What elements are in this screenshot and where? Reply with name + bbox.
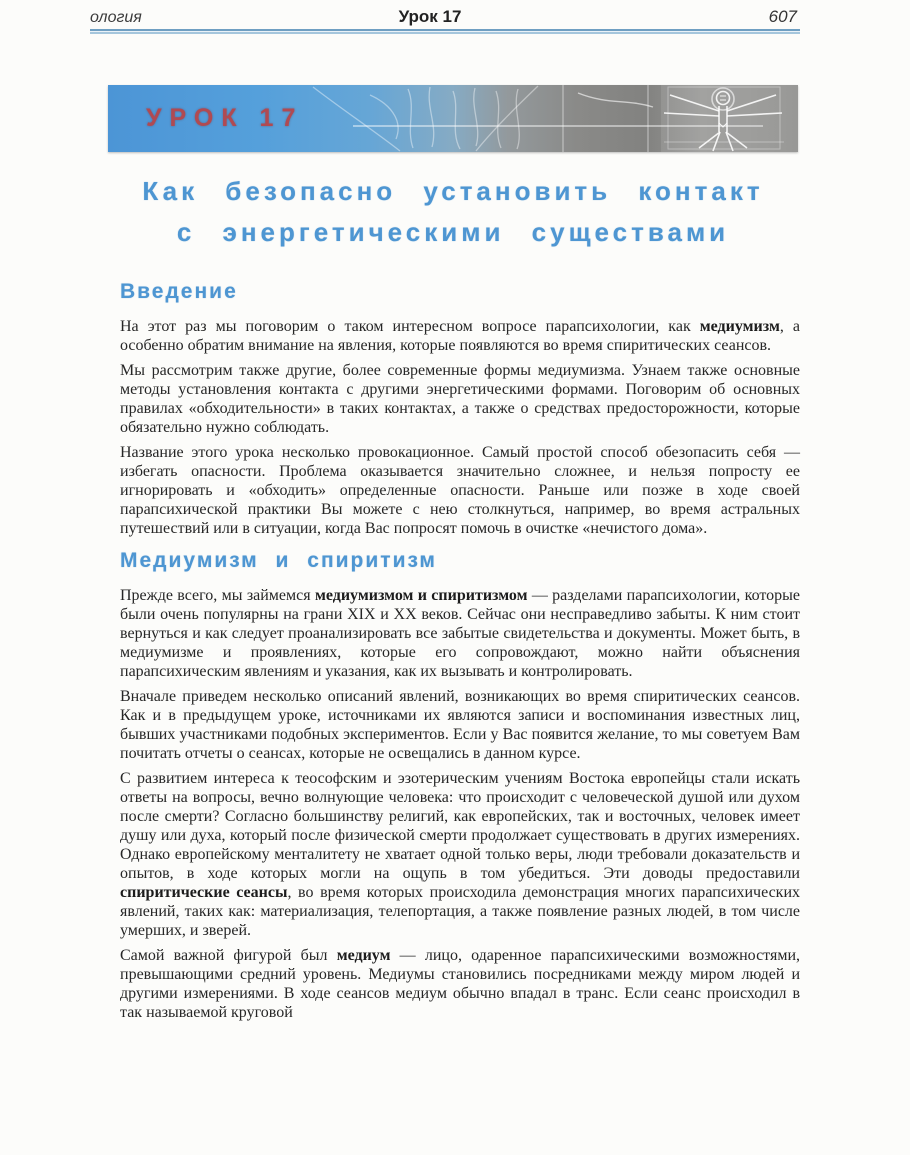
banner-lesson-number: УРОК 17 — [146, 103, 304, 132]
paragraph: Самой важной фигурой был медиум — лицо, одаренное парапсихическими возможностями, превышающими средний уровень. Медиумы становились посредниками между миром людей и другими измерениями. В ходе сеансов медиум обычно впадал в транс. Если сеанс происходил в так называемой круговой — [120, 947, 800, 1021]
header-lesson-label: Урок 17 — [398, 7, 462, 26]
content-sections — [120, 280, 800, 1028]
header-page-number: 607 — [768, 7, 797, 26]
paragraph: Вначале приведем несколько описаний явлений, возникающих во время спиритических сеансов. Как и в предыдущем уроке, источниками их являются записи и воспоминания известных лиц, бывших участниками подобных экспериментов. Если у Вас появится желание, то мы советуем Вам почитать отчеты о сеансах, которые не освещались в данном курсе. — [120, 688, 800, 762]
paragraph: С развитием интереса к теософским и эзотерическим учениям Востока европейцы стали искать ответы на вопросы, вечно волнующие человека: что происходит с человеческой душой или духом после смерти? Согласно большинству религий, как европейских, так и восточных, человек имеет душу или духа, который после физической смерти продолжает существовать в других измерениях. Однако европейскому менталитету не хватает одной только веры, люди требовали доказательств и опытов, в ходе которых могли на ощупь в том убедиться. Эти доводы предоставили спиритические сеансы, во время которых происходила демонстрация многих парапсихических явлений, таких как: материализация, телепортация, а также появление разных людей, в том числе умерших, и зверей. — [120, 770, 801, 939]
section-heading: Медиумизм и спиритизм — [120, 549, 437, 572]
header-chapter-fragment: ология — [90, 9, 142, 26]
lesson-title-line1: Как безопасно установить контакт — [142, 176, 764, 206]
paragraph: Мы рассмотрим также другие, более современные формы медиумизма. Узнаем также основные методы установления контакта с другими энергетическими формами. Поговорим об основных правилах «обходительности» в таких контактах, а также о средствах предосторожности, которые обязательно нужно соблюдать. — [120, 362, 800, 436]
section-heading: Введение — [120, 280, 238, 303]
section — [120, 549, 800, 1022]
lesson-title-line2: с энергетическими существами — [176, 217, 730, 247]
paragraph: Прежде всего, мы займемся медиумизмом и спиритизмом — разделами парапсихологии, которые были очень популярны на грани XIX и XX веков. Сейчас они несправедливо забыты. К ним стоит вернуться и как следует проанализировать все забытые свидетельства и документы. Может быть, в медиумизме и проявлениях, которые его сопровождают, можно найти объяснения парапсихическим явлениям и указания, как их вызывать и контролировать. — [120, 587, 800, 680]
lesson-banner — [108, 85, 798, 152]
header-divider — [90, 29, 800, 34]
paragraph: На этот раз мы поговорим о таком интересном вопросе парапсихологии, как медиумизм, а особенно обратим внимание на явления, которые появляются во время спиритических сеансов. — [120, 318, 800, 354]
lesson-title — [98, 171, 808, 253]
section — [120, 280, 800, 538]
paragraph: Название этого урока несколько провокационное. Самый простой способ обезопасить себя — избегать опасности. Проблема оказывается значительно сложнее, и нельзя попросту ее игнорировать и «обходить» определенные опасности. Раньше или позже в ходе своей парапсихической практики Вы можете с нею столкнуться, например, во время астральных путешествий или в ситуации, когда Вас попросят помочь в очистке «нечистого дома». — [120, 444, 800, 537]
